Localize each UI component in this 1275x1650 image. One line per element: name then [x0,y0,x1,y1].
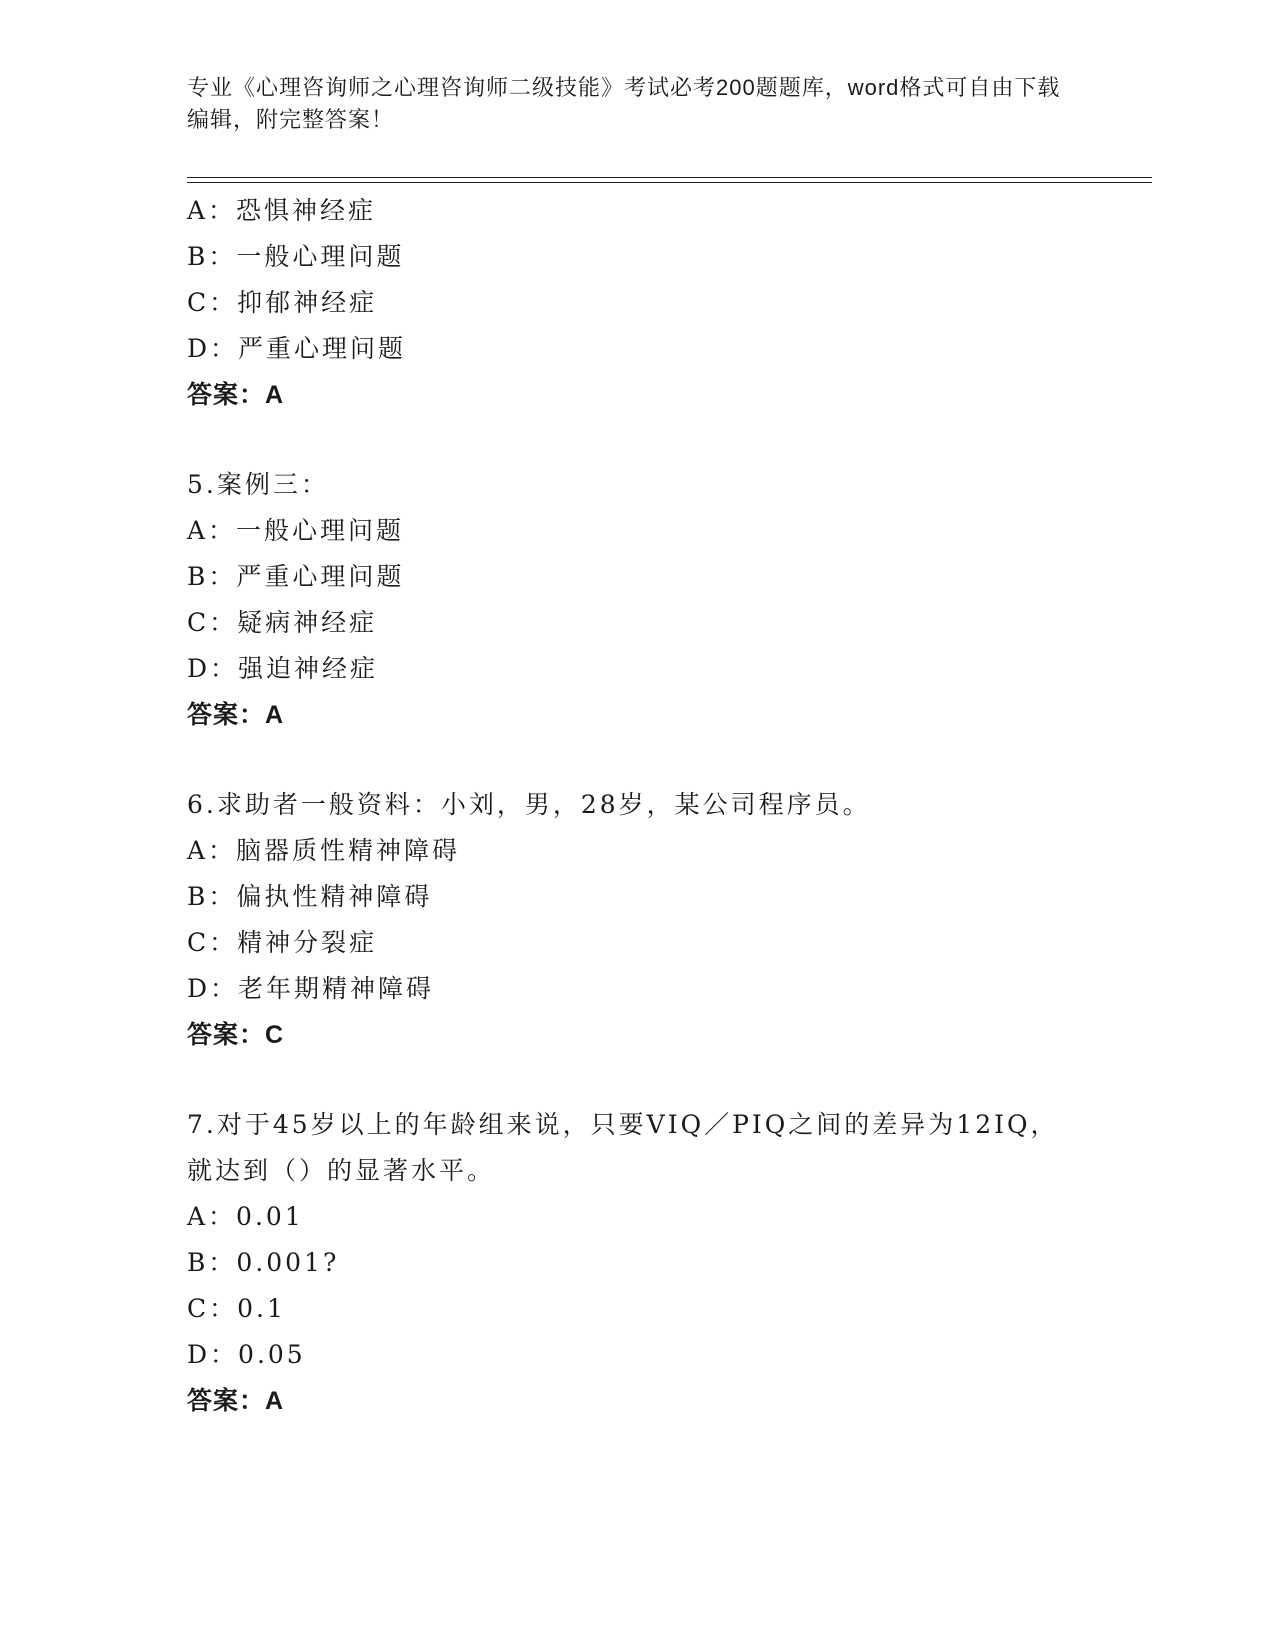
option-c: C：抑郁神经症 [187,288,378,317]
option-a: A：0.01 [187,1202,304,1231]
option-d: D：0.05 [187,1340,306,1369]
option-a: A：一般心理问题 [187,516,405,545]
answer: 答案：A [187,701,285,729]
option-b: B：偏执性精神障碍 [187,882,433,911]
header-rule-top [187,177,1152,178]
question-5 [187,462,1087,738]
answer: 答案：A [187,381,285,409]
question-stem: 5.案例三： [187,470,329,499]
option-c: C：精神分裂症 [187,928,378,957]
question-stem-line-1: 7.对于45岁以上的年龄组来说，只要VIQ／PIQ之间的差异为12IQ， [187,1110,1059,1139]
option-d: D：老年期精神障碍 [187,974,435,1003]
question-list [187,188,1087,1424]
question-stem: 6.求助者一般资料：小刘，男，28岁，某公司程序员。 [187,790,871,819]
question-stem-line-2: 就达到（）的显著水平。 [187,1156,496,1185]
option-b: B：0.001? [187,1248,340,1277]
header-rule-bottom [187,182,1152,183]
option-d: D：强迫神经症 [187,654,379,683]
option-c: C：疑病神经症 [187,608,378,637]
option-c: C：0.1 [187,1294,286,1323]
answer: 答案：C [187,1021,285,1049]
answer: 答案：A [187,1387,285,1415]
option-a: A：恐惧神经症 [187,196,377,225]
question-fragment [187,188,1087,418]
option-b: B：严重心理问题 [187,562,405,591]
option-a: A：脑器质性精神障碍 [187,836,461,865]
document-header: 专业《心理咨询师之心理咨询师二级技能》考试必考200题题库，word格式可自由下载编辑，附完整答案！ [187,75,1061,132]
question-6 [187,782,1087,1058]
option-b: B：一般心理问题 [187,242,405,271]
option-d: D：严重心理问题 [187,334,407,363]
question-7 [187,1102,1087,1424]
